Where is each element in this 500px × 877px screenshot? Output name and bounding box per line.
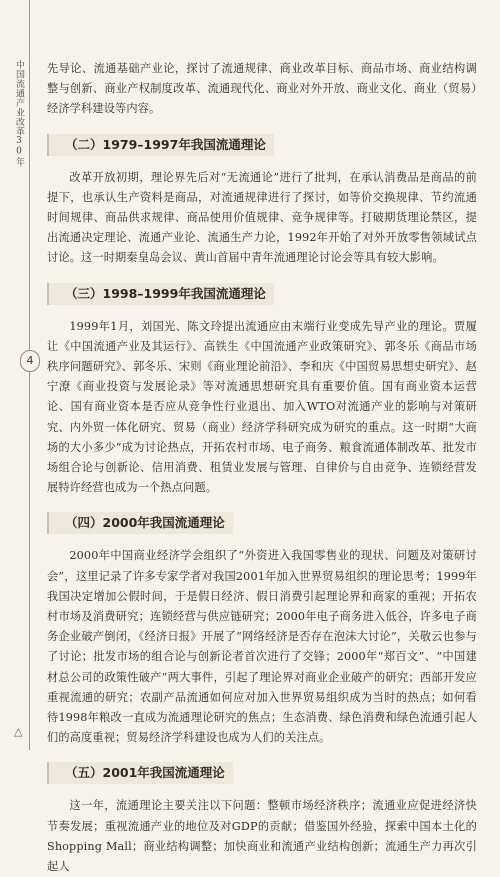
page-number: 4 <box>20 350 40 372</box>
body-text <box>47 59 477 877</box>
section-heading-1979-1997: （二）1979–1997年我国流通理论 <box>47 134 274 156</box>
running-title: 中国流通产业改革30年 <box>14 60 24 167</box>
paragraph-1998-1999: 1999年1月，刘国光、陈文玲提出流通应由末端行业变成先导产业的理论。贾履让《中国流通产业及其运行》、高铁生《中国流通产业政策研究》、郭冬乐《商品市场秩序问题研究》、郭冬乐、宋则《商业理论前沿》、李和庆《中国贸易思想史研究》、赵宁潦《商业投资与发展论录》等对流通思想研究具有重要价值。国有商业资本运营论、国有商业资本是否应从竞争性行业退出、加入WTO对流通产业的影响与对策研究、内外贸一体化研究、贸易（商业）经济学科研究成为研究的重点。这一时期“大商场的大小多少”成为讨论热点，开拓农村市场、电子商务、粮食流通体制改革、批发市场组合论与创新论、信用消费、租赁业发展与管理、自律价与自由竞争、连锁经营发展特许经营也成为一个热点问题。 <box>47 319 477 495</box>
section-heading-2001: （五）2001年我国流通理论 <box>47 762 233 784</box>
paragraph-2000: 2000年中国商业经济学会组织了“外资进入我国零售业的现状、问题及对策研讨会”，这里记录了许多专家学者对我国2001年加入世界贸易组织的理论思考；1999年我国决定增加公假时间，于是假日经济、假日消费引起理论界和商家的重视；开拓农村市场及消费研究；连锁经营与供应链研究；2000年电子商务进入低谷，许多电子商务企业破产倒闭，《经济日报》开展了“网络经济是否存在泡沫大讨论”，关敬云也参与了讨论；批发市场的组合论与创新论者首次进行了交锋；2000年“郑百文”、“中国建材总公司的政策性破产”两大事件，引起了理论界对商业企业破产的研究；西部开发应重视流通的研究；农副产品流通如何应对加入世界贸易组织成为当时的热点；如何看待1998年粮改一直成为流通理论研究的焦点；生态消费、绿色消费和绿色流通引起人们的高度重视；贸易经济学科建设也成为人们的关注点。 <box>47 549 477 745</box>
section-heading-1998-1999: （三）1998–1999年我国流通理论 <box>47 283 274 305</box>
intro-paragraph: 先导论、流通基础产业论，探讨了流通规律、商业改革目标、商品市场、商业结构调整与创新、商业产权制度改革、流通现代化、商业对外开放、商业文化、商业（贸易）经济学科建设等内容。 <box>47 62 477 116</box>
paragraph-1979-1997: 改革开放初期，理论界先后对“无流通论”进行了批判，在承认消费品是商品的前提下，也承认生产资料是商品，对流通规律进行了探讨，如等价交换规律、节约流通时间规律、商品供求规律、商品使用价值规律、竞争规律等。打破期货理论禁区，提出流通决定理论、流通产业论、流通生产力论，1992年开始了对外开放零售领域试点讨论。这一时期秦皇岛会议、黄山首届中青年流通理论讨论会等具有较大影响。 <box>47 170 477 265</box>
margin-rule <box>29 0 30 750</box>
triangle-mark-icon: △ <box>14 725 23 738</box>
section-heading-2000: （四）2000年我国流通理论 <box>47 512 233 534</box>
paragraph-2001: 这一年，流通理论主要关注以下问题：整顿市场经济秩序；流通业应促进经济快节奏发展；重视流通产业的地位及对GDP的贡献；借鉴国外经验，探索中国本土化的Shopping Mall；商业结构调整；加快商业和流通产业结构创新；流通生产力再次引起人 <box>47 799 477 874</box>
